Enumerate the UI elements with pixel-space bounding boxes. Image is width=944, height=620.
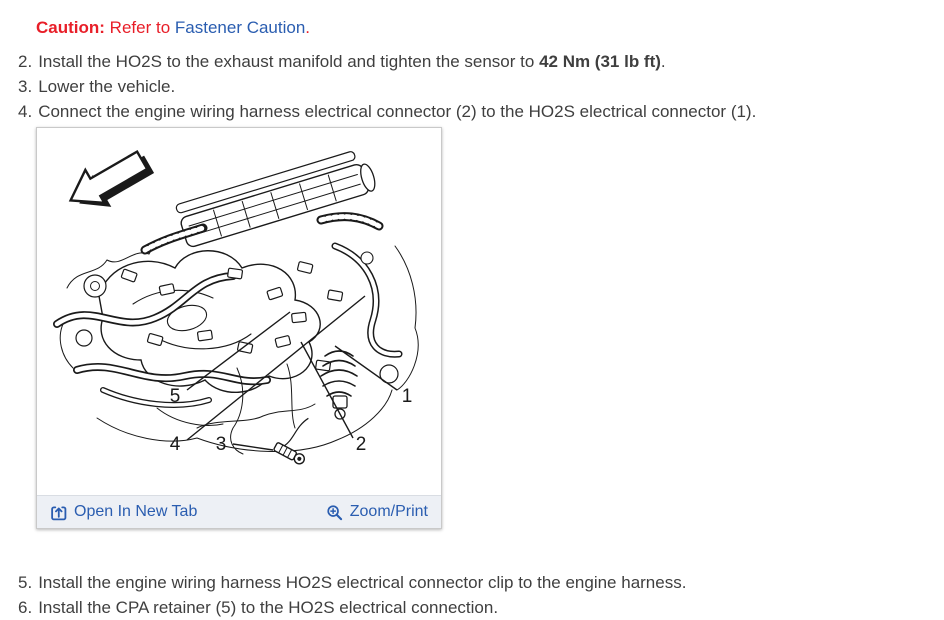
o2-sensor [273,411,322,466]
caution-suffix: . [305,18,311,37]
step-text: Install the HO2S to the exhaust manifold and tighten the sensor to 42 Nm (31 lb ft). [38,52,666,71]
step-text: Connect the engine wiring harness electrical connector (2) to the HO2S electrical connector (1). [38,102,757,121]
callout-numbers [170,386,413,455]
zoom-print-label: Zoom/Print [349,503,428,520]
figure-panel [36,127,442,529]
direction-arrow-icon [61,141,158,223]
zoom-print-link[interactable] [326,504,428,521]
step-text: Install the CPA retainer (5) to the HO2S electrical connection. [38,598,499,617]
step-item-5 [18,570,944,595]
step-number: 5. [18,573,33,592]
open-in-new-tab-label: Open In New Tab [74,503,198,520]
callout-4: 4 [169,434,181,455]
step-item-3 [18,74,944,99]
steps-bottom-list [18,570,944,620]
step-number: 6. [18,598,33,617]
callout-5: 5 [169,386,181,407]
caution-label: Caution: [36,18,105,37]
callout-2: 2 [355,434,367,455]
fastener-caution-link[interactable]: Fastener Caution [174,18,306,37]
step-text: Lower the vehicle. [38,77,176,96]
figure-toolbar [37,495,441,528]
step-number: 4. [18,102,33,121]
step-text: Install the engine wiring harness HO2S electrical connector clip to the engine harness. [38,573,687,592]
engine-diagram [37,128,441,495]
step-number: 2. [18,52,33,71]
magnifier-plus-icon [326,504,343,521]
torque-spec: 42 Nm (31 lb ft) [539,52,661,71]
callout-1: 1 [401,386,413,407]
step-item-2 [18,49,944,74]
step-item-4 [18,99,944,124]
caution-line [36,15,944,40]
open-in-new-tab-link[interactable] [50,504,197,521]
step-number: 3. [18,77,33,96]
box-arrow-up-icon [50,504,67,521]
steps-top-list [18,49,944,124]
caution-prefix-text: Refer to [109,18,171,37]
engine-diagram-svg [37,128,441,495]
step-item-6 [18,595,944,620]
callout-3: 3 [215,434,227,455]
